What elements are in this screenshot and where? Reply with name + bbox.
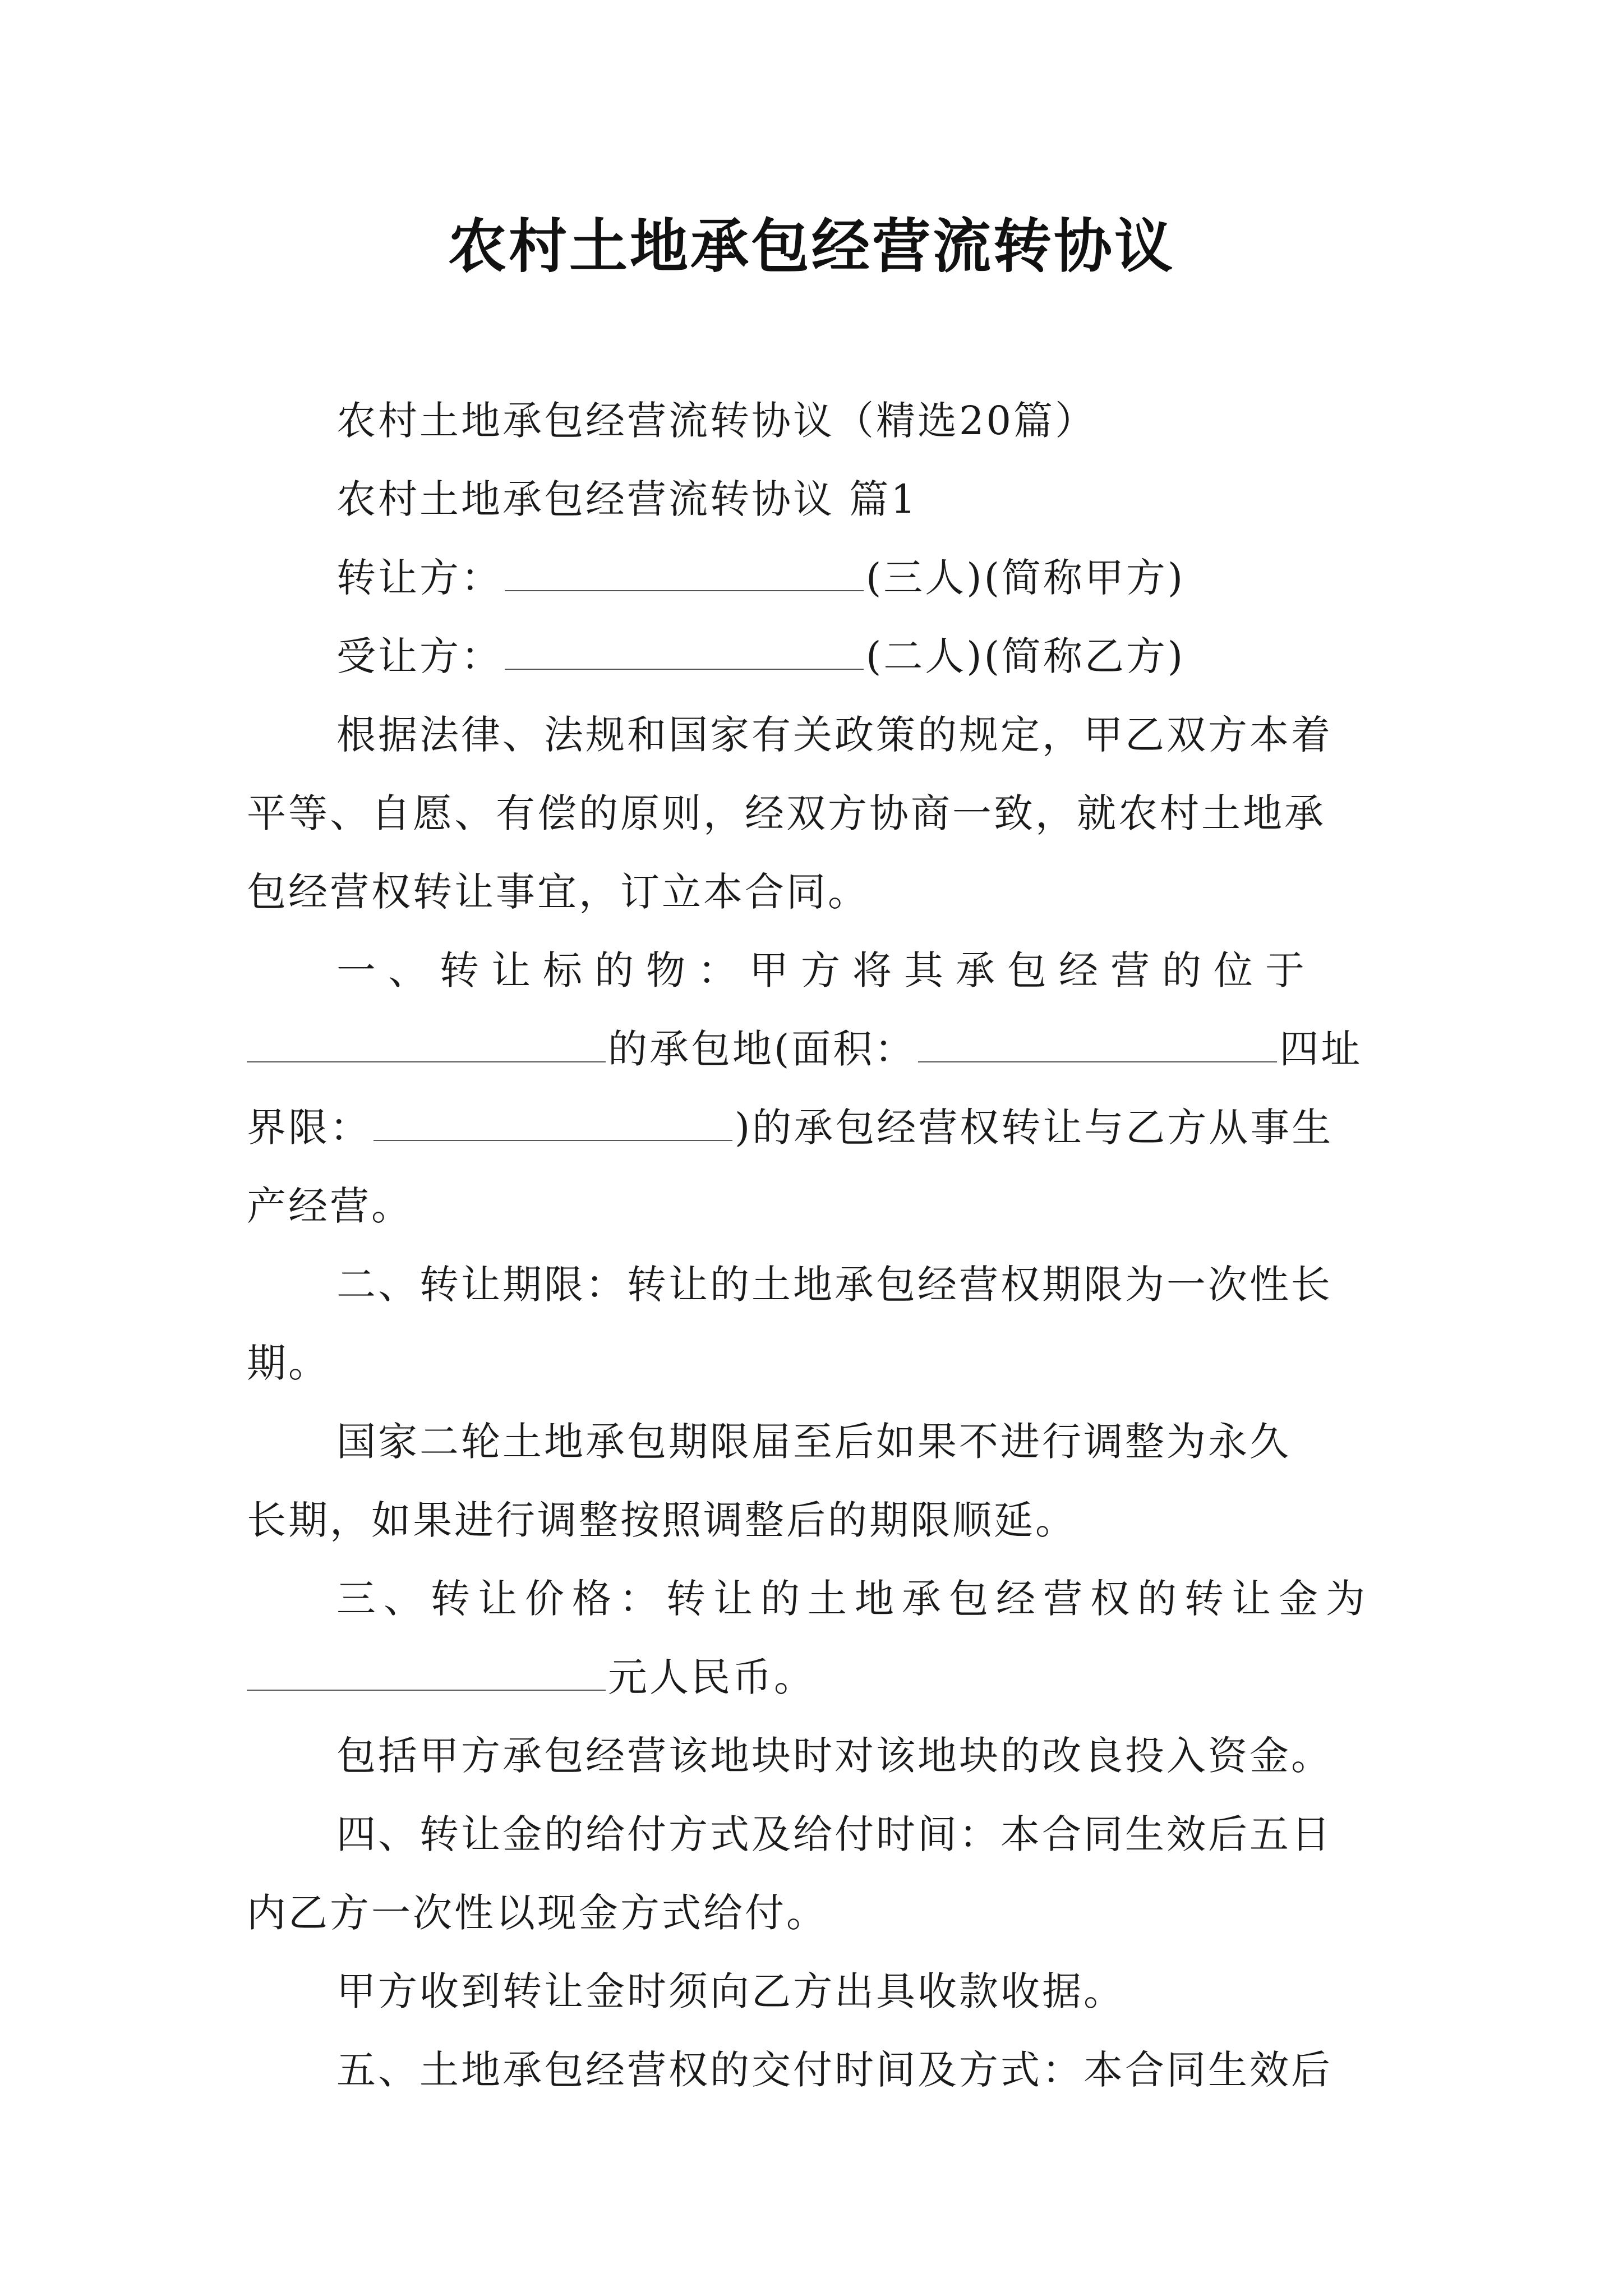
- transferee-label: 受让方：: [336, 633, 502, 679]
- clause3-line-2: 元人民币。: [247, 1638, 1391, 1717]
- preamble-line-2: 平等、自愿、有偿的原则，经双方协商一致，就农村土地承: [247, 790, 1326, 836]
- document-title: 农村土地承包经营流转协议: [448, 212, 1175, 280]
- preamble-line-3: 包经营权转让事宜，订立本合同。: [247, 869, 869, 915]
- clause1-line-1: 一、转让标的物：甲方将其承包经营的位于: [336, 947, 1317, 993]
- transferee-line: [247, 617, 1391, 696]
- transferor-suffix: (三人)(简称甲方): [866, 555, 1186, 601]
- location-blank[interactable]: [247, 1028, 606, 1062]
- clause4-line-2: 内乙方一次性以现金方式给付。: [247, 1890, 828, 1936]
- clause4-line-1: 四、转让金的给付方式及给付时间：本合同生效后五日: [336, 1811, 1332, 1857]
- clause2-line-2: 期。: [247, 1340, 330, 1386]
- clause1-line-3: 界限： )的承包经营权转让与乙方从事生: [247, 1105, 1334, 1151]
- clause4-note: 甲方收到转让金时须向乙方出具收款收据。: [336, 1968, 1125, 2014]
- transferor-label: 转让方：: [336, 555, 502, 601]
- transferor-line: [247, 539, 1391, 617]
- transferee-blank[interactable]: [505, 635, 864, 670]
- clause1-line-2: 的承包地(面积： 四址: [247, 1010, 1391, 1088]
- price-blank[interactable]: [247, 1656, 606, 1691]
- preamble-line-1: 根据法律、法规和国家有关政策的规定，甲乙双方本着: [336, 712, 1332, 758]
- clause5-line-1: 五、土地承包经营权的交付时间及方式：本合同生效后: [336, 2047, 1332, 2093]
- clause2-note-line-2: 长期，如果进行调整按照调整后的期限顺延。: [247, 1497, 1077, 1543]
- boundary-blank[interactable]: [374, 1106, 732, 1141]
- clause3-line-1: 三、转让价格：转让的土地承包经营权的转让金为: [336, 1576, 1373, 1622]
- clause2-note-line-1: 国家二轮土地承包期限届至后如果不进行调整为永久: [336, 1419, 1291, 1465]
- section-heading: 农村土地承包经营流转协议 篇1: [336, 476, 918, 522]
- transferor-blank[interactable]: [505, 556, 864, 591]
- document-body: [247, 381, 1391, 2109]
- area-blank[interactable]: [918, 1028, 1277, 1062]
- clause3-note: 包括甲方承包经营该地块时对该地块的改良投入资金。: [336, 1733, 1332, 1779]
- transferee-suffix: (二人)(简称乙方): [866, 633, 1186, 679]
- clause1-line-4: 产经营。: [247, 1183, 413, 1229]
- subtitle: 农村土地承包经营流转协议（精选20篇）: [336, 398, 1097, 444]
- clause2-line-1: 二、转让期限：转让的土地承包经营权期限为一次性长: [336, 1262, 1332, 1308]
